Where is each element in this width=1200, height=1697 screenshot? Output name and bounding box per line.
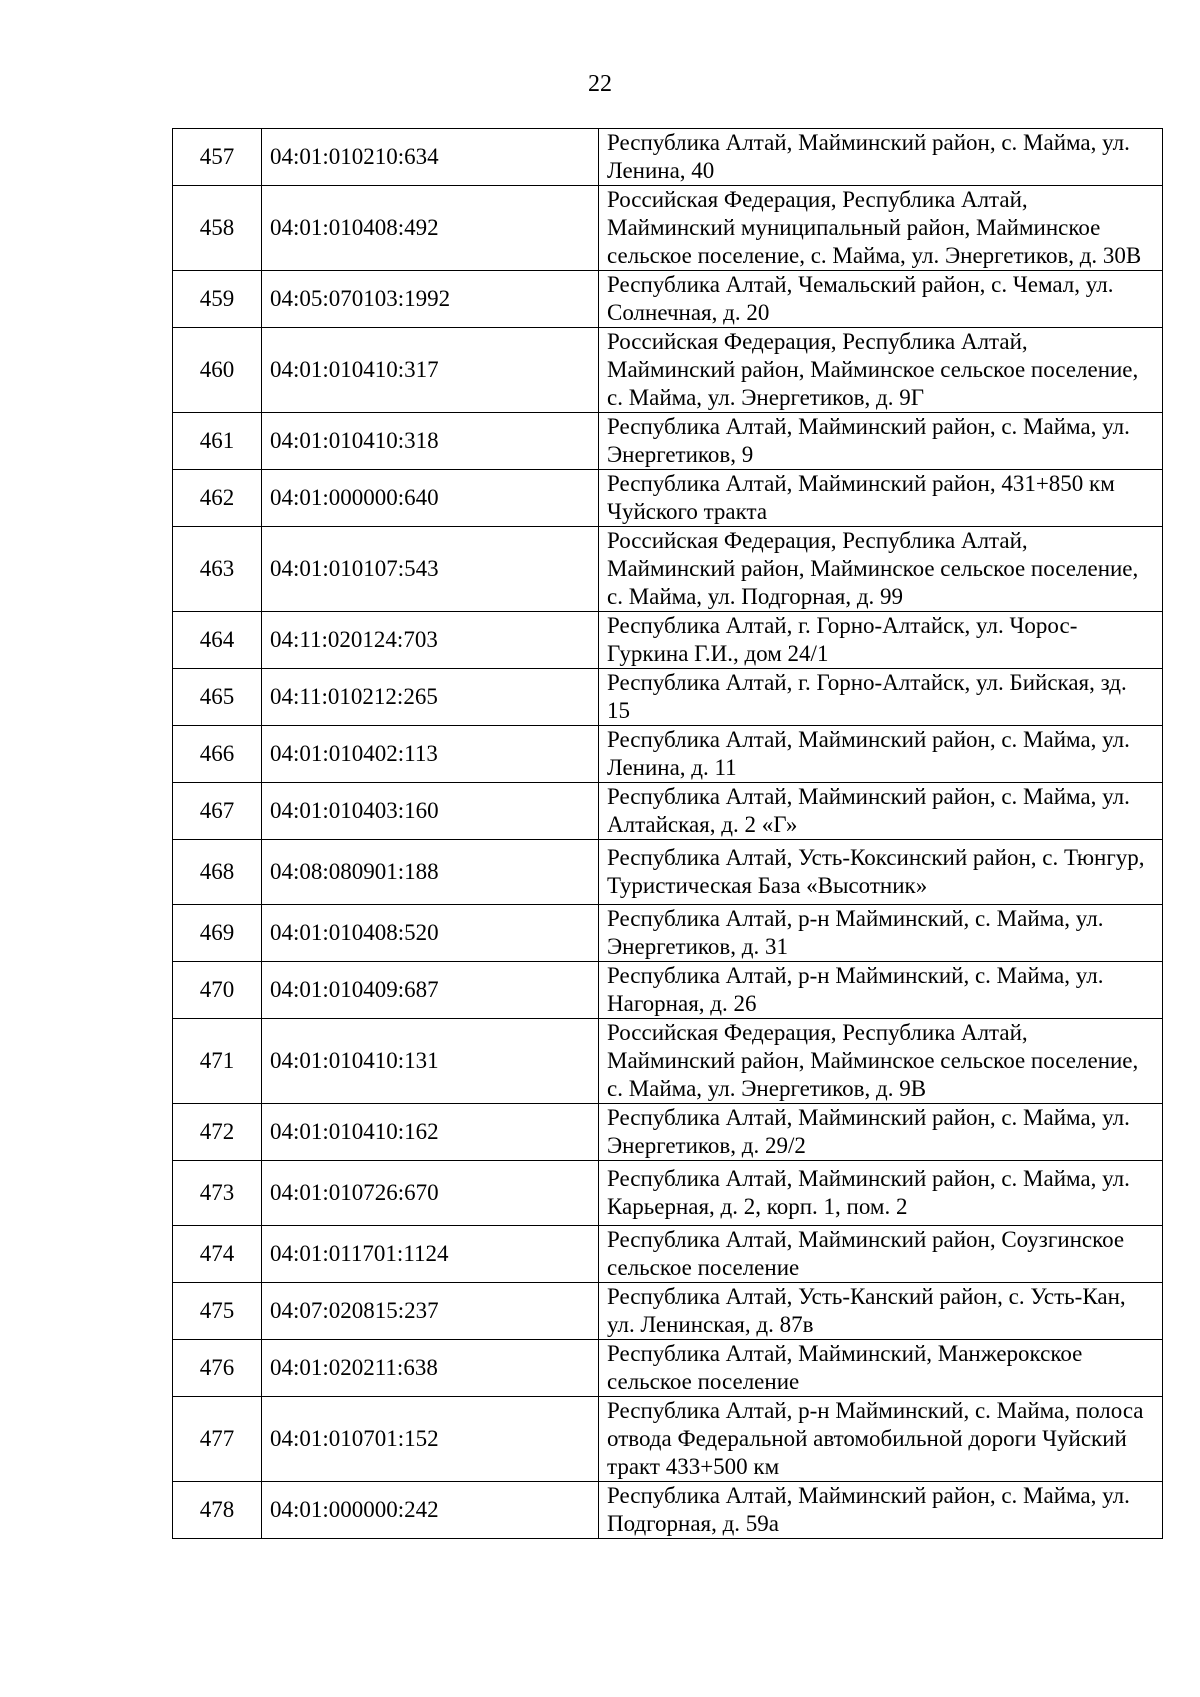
table-row (173, 186, 1163, 271)
row-number: 462 (173, 470, 262, 527)
address: Республика Алтай, г. Горно-Алтайск, ул. Бийская, зд. 15 (599, 669, 1163, 726)
address: Республика Алтай, Майминский район, с. Майма, ул. Алтайская, д. 2 «Г» (599, 783, 1163, 840)
address: Республика Алтай, Майминский район, Соузгинское сельское поселение (599, 1226, 1163, 1283)
cadastral-number: 04:07:020815:237 (262, 1283, 599, 1340)
cadastral-number: 04:01:020211:638 (262, 1340, 599, 1397)
address: Республика Алтай, р-н Майминский, с. Майма, полоса отвода Федеральной автомобильной дороги Чуйский тракт 433+500 км (599, 1397, 1163, 1482)
cadastral-number: 04:08:080901:188 (262, 840, 599, 905)
address: Республика Алтай, Усть-Канский район, с. Усть-Кан, ул. Ленинская, д. 87в (599, 1283, 1163, 1340)
cadastral-number: 04:01:010410:162 (262, 1104, 599, 1161)
row-number: 467 (173, 783, 262, 840)
row-number: 461 (173, 413, 262, 470)
table-row (173, 328, 1163, 413)
cadastral-number: 04:01:010402:113 (262, 726, 599, 783)
address: Российская Федерация, Республика Алтай, Майминский район, Майминское сельское поселение, с. Майма, ул. Подгорная, д. 99 (599, 527, 1163, 612)
address: Российская Федерация, Республика Алтай, Майминский район, Майминское сельское поселение, с. Майма, ул. Энергетиков, д. 9Г (599, 328, 1163, 413)
cadastral-number: 04:01:010210:634 (262, 129, 599, 186)
address: Республика Алтай, Майминский район, 431+850 км Чуйского тракта (599, 470, 1163, 527)
row-number: 478 (173, 1482, 262, 1539)
address: Республика Алтай, Майминский район, с. Майма, ул. Карьерная, д. 2, корп. 1, пом. 2 (599, 1161, 1163, 1226)
cadastral-number: 04:01:011701:1124 (262, 1226, 599, 1283)
table-row (173, 470, 1163, 527)
row-number: 473 (173, 1161, 262, 1226)
row-number: 470 (173, 962, 262, 1019)
address: Республика Алтай, Усть-Коксинский район, с. Тюнгур, Туристическая База «Высотник» (599, 840, 1163, 905)
cadastral-number: 04:01:010409:687 (262, 962, 599, 1019)
table-row (173, 1019, 1163, 1104)
cadastral-number: 04:01:000000:242 (262, 1482, 599, 1539)
address: Республика Алтай, г. Горно-Алтайск, ул. Чорос-Гуркина Г.И., дом 24/1 (599, 612, 1163, 669)
table-row (173, 1161, 1163, 1226)
table-row (173, 1397, 1163, 1482)
table-row (173, 905, 1163, 962)
registry-table (172, 128, 1163, 1539)
registry-table-body (173, 129, 1163, 1539)
table-row (173, 1226, 1163, 1283)
address: Республика Алтай, Чемальский район, с. Чемал, ул. Солнечная, д. 20 (599, 271, 1163, 328)
row-number: 475 (173, 1283, 262, 1340)
cadastral-number: 04:01:010410:317 (262, 328, 599, 413)
table-row (173, 1104, 1163, 1161)
table-row (173, 726, 1163, 783)
table-row (173, 840, 1163, 905)
row-number: 476 (173, 1340, 262, 1397)
address: Республика Алтай, Майминский район, с. Майма, ул. Ленина, 40 (599, 129, 1163, 186)
cadastral-number: 04:01:010410:131 (262, 1019, 599, 1104)
cadastral-number: 04:01:010410:318 (262, 413, 599, 470)
cadastral-number: 04:01:010107:543 (262, 527, 599, 612)
row-number: 457 (173, 129, 262, 186)
table-row (173, 1283, 1163, 1340)
cadastral-number: 04:01:000000:640 (262, 470, 599, 527)
row-number: 469 (173, 905, 262, 962)
table-row (173, 1482, 1163, 1539)
row-number: 458 (173, 186, 262, 271)
row-number: 471 (173, 1019, 262, 1104)
row-number: 465 (173, 669, 262, 726)
cadastral-number: 04:11:010212:265 (262, 669, 599, 726)
address: Республика Алтай, Майминский район, с. Майма, ул. Энергетиков, д. 29/2 (599, 1104, 1163, 1161)
address: Республика Алтай, р-н Майминский, с. Майма, ул. Энергетиков, д. 31 (599, 905, 1163, 962)
table-row (173, 129, 1163, 186)
address: Республика Алтай, Майминский район, с. Майма, ул. Ленина, д. 11 (599, 726, 1163, 783)
row-number: 463 (173, 527, 262, 612)
table-row (173, 1340, 1163, 1397)
table-row (173, 612, 1163, 669)
address: Российская Федерация, Республика Алтай, Майминский район, Майминское сельское поселение, с. Майма, ул. Энергетиков, д. 9В (599, 1019, 1163, 1104)
cadastral-number: 04:01:010408:520 (262, 905, 599, 962)
cadastral-number: 04:01:010408:492 (262, 186, 599, 271)
address: Республика Алтай, Майминский, Манжерокское сельское поселение (599, 1340, 1163, 1397)
table-row (173, 669, 1163, 726)
row-number: 477 (173, 1397, 262, 1482)
address: Республика Алтай, Майминский район, с. Майма, ул. Подгорная, д. 59а (599, 1482, 1163, 1539)
cadastral-number: 04:01:010701:152 (262, 1397, 599, 1482)
page-number: 22 (588, 71, 612, 97)
cadastral-number: 04:01:010726:670 (262, 1161, 599, 1226)
address: Республика Алтай, Майминский район, с. Майма, ул. Энергетиков, 9 (599, 413, 1163, 470)
address: Российская Федерация, Республика Алтай, Майминский муниципальный район, Майминское сельское поселение, с. Майма, ул. Энергетиков, д. 30В (599, 186, 1163, 271)
cadastral-number: 04:05:070103:1992 (262, 271, 599, 328)
row-number: 459 (173, 271, 262, 328)
table-row (173, 962, 1163, 1019)
address: Республика Алтай, р-н Майминский, с. Майма, ул. Нагорная, д. 26 (599, 962, 1163, 1019)
cadastral-number: 04:11:020124:703 (262, 612, 599, 669)
table-row (173, 527, 1163, 612)
row-number: 472 (173, 1104, 262, 1161)
row-number: 464 (173, 612, 262, 669)
row-number: 468 (173, 840, 262, 905)
row-number: 466 (173, 726, 262, 783)
cadastral-number: 04:01:010403:160 (262, 783, 599, 840)
table-row (173, 271, 1163, 328)
table-row (173, 783, 1163, 840)
row-number: 460 (173, 328, 262, 413)
table-row (173, 413, 1163, 470)
row-number: 474 (173, 1226, 262, 1283)
